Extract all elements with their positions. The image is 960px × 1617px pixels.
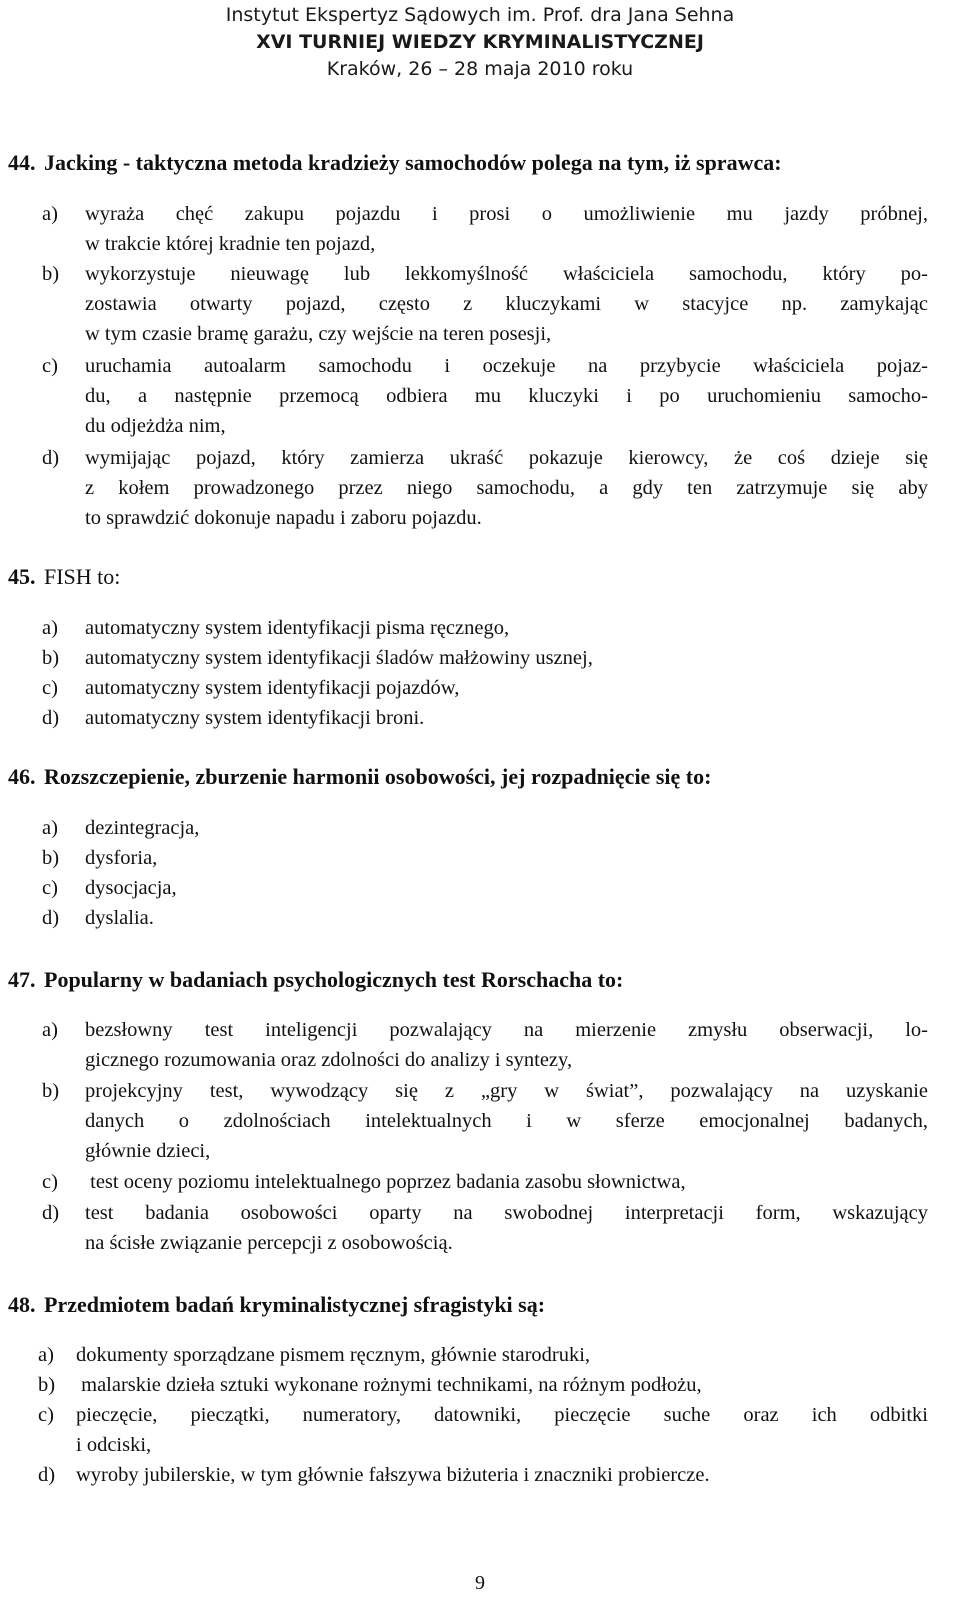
option-text-line: wyraża chęć zakupu pojazdu i prosi o umożliwienie mu jazdy próbnej, [85,203,928,225]
question-number: 44. [8,150,36,175]
option-label: b) [42,1080,60,1102]
option-text-line: automatyczny system identyfikacji pojazdów, [85,677,460,699]
question-text: Popularny w badaniach psychologicznych test Rorschacha to: [44,967,624,992]
option-label: a) [42,203,58,225]
option-text-line: pieczęcie, pieczątki, numeratory, datowniki, pieczęcie suche oraz ich odbitki [76,1404,928,1426]
option-label: c) [42,877,58,899]
option-label: a) [42,1019,58,1041]
question-44-option-c [42,351,928,441]
question-46-option-b [42,843,928,873]
question-46-option-a [42,813,928,843]
option-text-line: wyroby jubilerskie, w tym głównie fałszywa biżuteria i znaczniki probiercze. [76,1464,710,1486]
option-text-line: z kołem prowadzonego przez niego samochodu, a gdy ten zatrzymuje się aby [85,477,928,499]
question-45-option-b [42,643,928,673]
question-45-option-a [42,613,928,643]
option-text-line: dezintegracja, [85,817,200,839]
question-text: Jacking - taktyczna metoda kradzieży samochodów polega na tym, iż sprawca: [44,150,782,175]
question-44-option-a [42,199,928,259]
option-label: c) [42,677,58,699]
option-label: d) [42,1202,60,1224]
option-text-line: na ścisłe związanie percepcji z osobowością. [85,1232,453,1254]
question-48-option-c [38,1400,928,1460]
option-text-line: w tym czasie bramę garażu, czy wejście na teren posesji, [85,323,552,345]
question-45-option-d [42,703,928,733]
question-47-option-a [42,1015,928,1075]
question-46-option-d [42,903,928,933]
question-45-title [8,564,120,590]
question-48-option-a [38,1340,928,1370]
option-label: c) [42,1171,58,1193]
option-text-line: dyslalia. [85,907,154,929]
option-label: c) [42,355,58,377]
question-47-title [8,967,623,993]
question-text: FISH to: [44,564,121,589]
option-label: a) [38,1344,54,1366]
question-44-title [8,150,782,176]
header-institute: Instytut Ekspertyz Sądowych im. Prof. dra Jana Sehna [225,4,735,26]
option-text-line: danych o zdolnościach intelektualnych i w sferze emocjonalnej badanych, [85,1110,928,1132]
option-text-line: projekcyjny test, wywodzący się z „gry w świat”, pozwalający na uzyskanie [85,1080,928,1102]
page-number: 9 [475,1572,485,1594]
option-text-line: uruchamia autoalarm samochodu i oczekuje na przybycie właściciela pojaz- [85,355,928,377]
option-text-line: zostawia otwarty pojazd, często z kluczykami w stacyjce np. zamykając [85,293,928,315]
question-47-option-d [42,1198,928,1258]
question-number: 47. [8,967,36,992]
option-text-line: dokumenty sporządzane pismem ręcznym, głównie starodruki, [76,1344,591,1366]
question-text: Rozszczepienie, zburzenie harmonii osobowości, jej rozpadnięcie się to: [44,764,712,789]
option-text-line: wykorzystuje nieuwagę lub lekkomyślność właściciela samochodu, który po- [85,263,928,285]
option-text-line: dysforia, [85,847,158,869]
question-number: 48. [8,1292,36,1317]
option-text-line: du, a następnie przemocą odbiera mu kluczyki i po uruchomieniu samocho- [85,385,928,407]
header-date-place: Kraków, 26 – 28 maja 2010 roku [326,58,634,80]
header-event-title: XVI TURNIEJ WIEDZY KRYMINALISTYCZNEJ [256,31,704,53]
option-label: a) [42,617,58,639]
option-text-line: bezsłowny test inteligencji pozwalający na mierzenie zmysłu obserwacji, lo- [85,1019,928,1041]
option-text-line: głównie dzieci, [85,1140,211,1162]
page-header [0,2,960,83]
option-label: b) [42,647,60,669]
question-46-option-c [42,873,928,903]
option-text-line: to sprawdzić dokonuje napadu i zaboru pojazdu. [85,507,482,529]
option-text-line: automatyczny system identyfikacji broni. [85,707,425,729]
option-label: b) [42,847,60,869]
question-48-option-b [38,1370,928,1400]
question-number: 45. [8,564,36,589]
question-48-option-d [38,1460,928,1490]
option-text-line: i odciski, [76,1434,152,1456]
question-45-option-c [42,673,928,703]
question-48-title [8,1292,545,1318]
option-label: d) [42,447,60,469]
option-label: b) [38,1374,56,1396]
option-text-line: automatyczny system identyfikacji śladów małżowiny usznej, [85,647,593,669]
option-text-line: dysocjacja, [85,877,177,899]
option-label: a) [42,817,58,839]
question-text: Przedmiotem badań kryminalistycznej sfragistyki są: [44,1292,546,1317]
option-label: d) [42,707,60,729]
option-text-line: test badania osobowości oparty na swobodnej interpretacji form, wskazujący [85,1202,928,1224]
option-text-line: malarskie dzieła sztuki wykonane rożnymi technikami, na różnym podłożu, [76,1374,702,1396]
option-text-line: du odjeżdża nim, [85,415,226,437]
question-47-option-b [42,1076,928,1166]
option-text-line: w trakcie której kradnie ten pojazd, [85,233,376,255]
option-text-line: wymijając pojazd, który zamierza ukraść pokazuje kierowcy, że coś dzieje się [85,447,928,469]
option-label: b) [42,263,60,285]
option-label: d) [38,1464,56,1486]
option-text-line: gicznego rozumowania oraz zdolności do analizy i syntezy, [85,1049,573,1071]
question-44-option-b [42,259,928,349]
option-text-line: test oceny poziomu intelektualnego poprzez badania zasobu słownictwa, [85,1171,686,1193]
question-number: 46. [8,764,36,789]
question-46-title [8,764,711,790]
question-44-option-d [42,443,928,533]
option-text-line: automatyczny system identyfikacji pisma ręcznego, [85,617,510,639]
question-47-option-c [42,1167,928,1197]
option-label: c) [38,1404,54,1426]
option-label: d) [42,907,60,929]
